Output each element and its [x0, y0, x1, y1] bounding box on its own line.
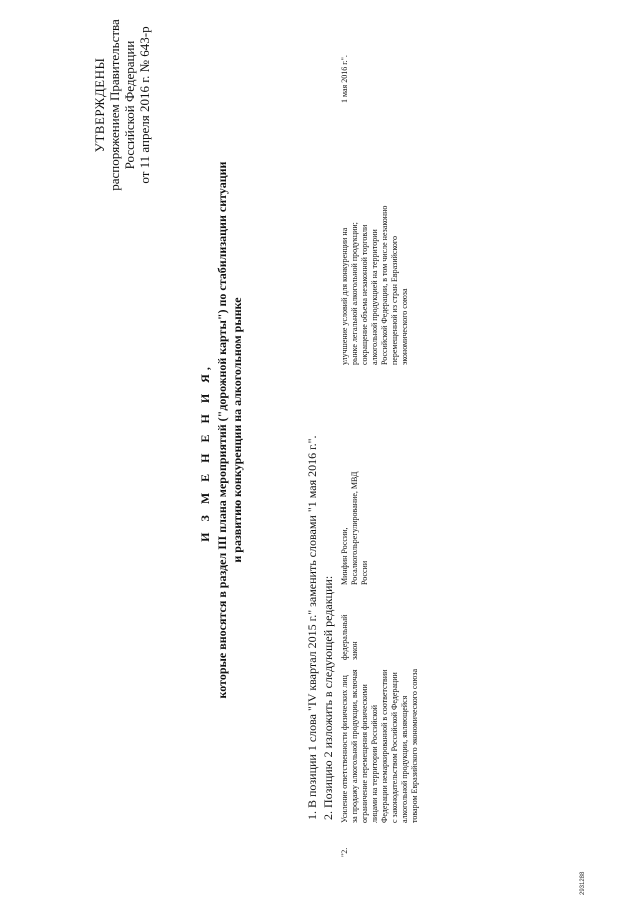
amendment-paragraph-1: 1. В позиции 1 слова "IV квартал 2015 г." заменить словами "1 мая 2016 г.".: [305, 435, 319, 820]
approval-heading: УТВЕРЖДЕНЫ: [92, 57, 107, 153]
table-cell-measure-name: Усиление ответственности физических лиц за продажу алкогольной продукции, включая ограничение перемещения физическими лицами на территории Российской Федерации немаркированной в соответствии с законодательством Российской Федерации алкогольной продукции, являющейся товаром Евразийского экономического союза: [340, 668, 419, 823]
amendment-paragraph-2: 2. Позицию 2 изложить в следующей редакции:: [321, 575, 335, 820]
table-cell-expected-result: улучшение условий для конкуренции на рынке легальной алкогольной продукции; сокращение объема незаконной торговли алкогольной продукцией на территории Российской Федерации, в том числе незаконно перемещенной из стран Евразийского экономического союза: [340, 205, 409, 365]
subtitle-line-1: которые вносятся в раздел III плана мероприятий ("дорожной карты") по стабилизации ситуации: [215, 161, 229, 699]
table-cell-deadline: 1 мая 2016 г.".: [340, 55, 349, 103]
subtitle-line-2: и развитию конкуренции на алкогольном рынке: [230, 297, 244, 563]
approval-line-3: Российской Федерации: [122, 40, 137, 170]
approval-stamp: [92, 5, 152, 205]
table-cell-number: "2.: [340, 847, 349, 857]
approval-line-2: распоряжением Правительства: [107, 19, 122, 191]
table-cell-executors: Минфин России, Росалкогольрегулирование, МВД России: [340, 471, 369, 585]
document-subtitle: [215, 75, 245, 785]
document-title: И З М Е Н Е Н И Я,: [198, 363, 212, 542]
page-code: 2931288: [580, 871, 586, 895]
table-cell-document-type: федеральный закон: [340, 614, 359, 660]
approval-line-4: от 11 апреля 2016 г. № 643-р: [137, 26, 152, 184]
